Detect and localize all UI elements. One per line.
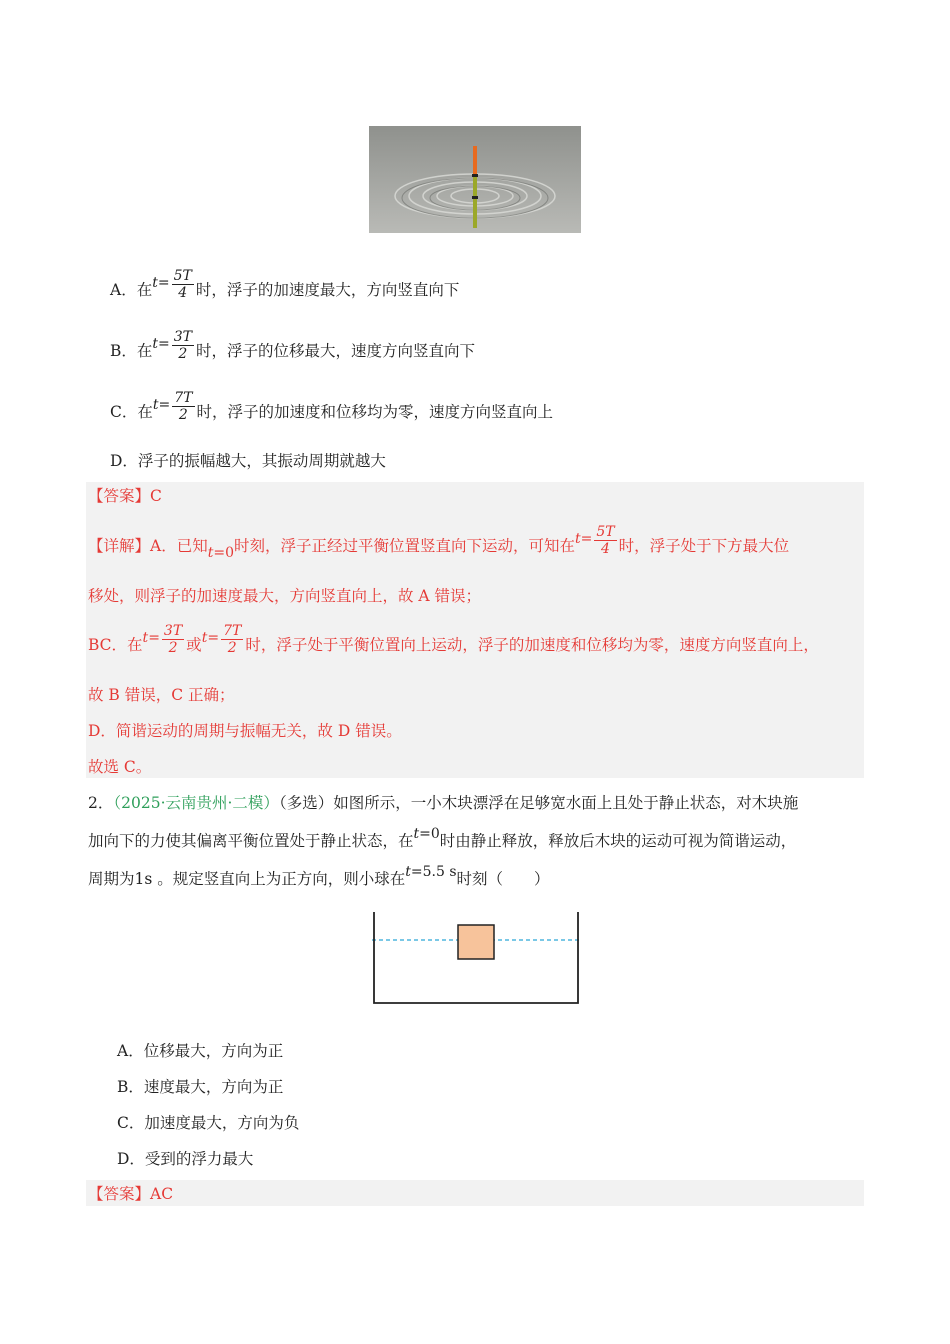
wood-block (458, 925, 494, 959)
fraction: $\frac{5T}{4}$ (596, 523, 615, 557)
q1-detail-line-1: 【详解】A．已知t=0时刻，浮子正经过平衡位置竖直向下运动，可知在t= $\frac{5T}{4}$ 时，浮子处于下方最大位 (88, 523, 790, 561)
q2-option-a: A．位移最大，方向为正 (117, 1042, 284, 1060)
q2-stem-line-2: 加向下的力使其偏离平衡位置处于静止状态，在t=0时由静止释放，释放后木块的运动可视为简谐运动， (88, 826, 797, 850)
fraction: $\frac{3T}{2}$ (173, 328, 193, 362)
q1-detail-line-6: 故选 C。 (88, 758, 152, 776)
q1-option-c: C．在t= $\frac{7T}{2}$ 时，浮子的加速度和位移均为零，速度方向竖直向上 (110, 389, 554, 423)
fraction: $\frac{5T}{4}$ (173, 267, 192, 301)
q1-option-a: A．在t= $\frac{5T}{4}$ 时，浮子的加速度最大，方向竖直向下 (110, 267, 460, 301)
q1-detail-line-4: 故 B 错误，C 正确； (88, 686, 235, 704)
q1-detail-line-3: BC．在t= $\frac{3T}{2}$ 或t= $\frac{7T}{2}$ 时，浮子处于平衡位置向上运动，浮子的加速度和位移均为零，速度方向竖直向上， (88, 622, 819, 656)
q1-detail-line-2: 移处，则浮子的加速度最大，方向竖直向上，故 A 错误； (88, 587, 482, 605)
q2-stem-line-3: 周期为1s 。规定竖直向上为正方向，则小球在t=5.5 s时刻（ ） (88, 864, 550, 888)
q2-stem-line-1: 2．（2025·云南贵州·二模）（多选）如图所示，一小木块漂浮在足够宽水面上且处于静止状态，对木块施 (88, 794, 799, 812)
q2-option-b: B．速度最大，方向为正 (117, 1078, 284, 1096)
fraction: $\frac{3T}{2}$ (163, 622, 183, 656)
q1-option-b: B．在t= $\frac{3T}{2}$ 时，浮子的位移最大，速度方向竖直向下 (110, 328, 476, 362)
question-source: （2025·云南贵州·二模） (113, 794, 279, 812)
fraction: $\frac{7T}{2}$ (174, 389, 193, 423)
container-diagram (370, 912, 582, 1006)
q2-answer: 【答案】AC (88, 1185, 174, 1203)
q1-answer: 【答案】C (88, 487, 162, 505)
q2-answer-box (86, 1180, 864, 1206)
q2-option-d: D．受到的浮力最大 (117, 1150, 254, 1168)
q1-detail-line-5: D．简谐运动的周期与振幅无关，故 D 错误。 (88, 722, 402, 740)
q2-option-c: C．加速度最大，方向为负 (117, 1114, 300, 1132)
question-number: 2． (88, 794, 114, 812)
fraction: $\frac{7T}{2}$ (223, 622, 242, 656)
q1-option-d: D．浮子的振幅越大，其振动周期就越大 (110, 452, 386, 470)
float-photo (369, 126, 581, 233)
